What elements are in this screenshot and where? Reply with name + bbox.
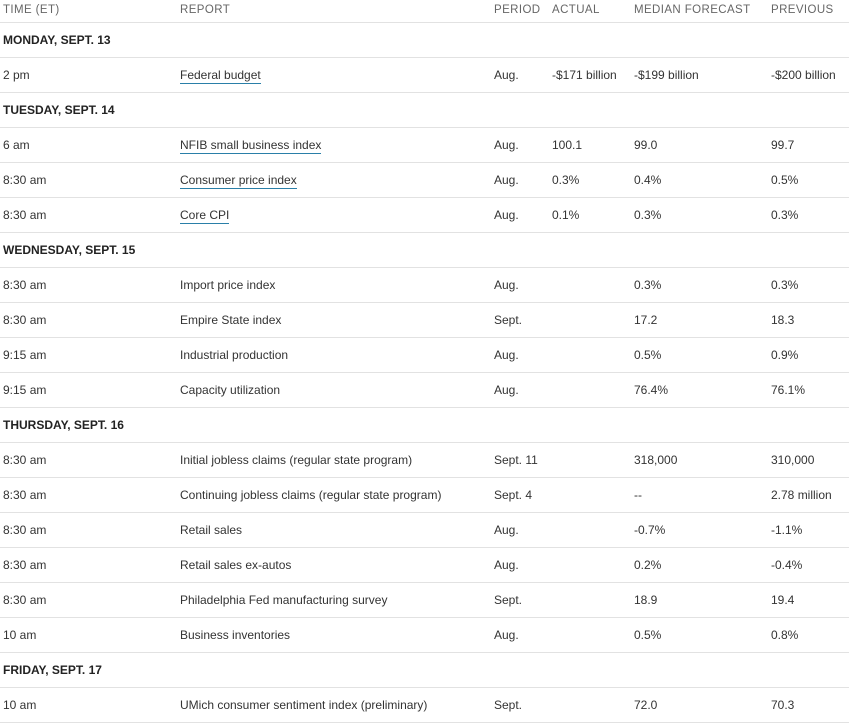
median-forecast-value: -- [634, 488, 642, 502]
previous-value: 310,000 [771, 453, 815, 467]
table-row [0, 688, 849, 723]
median-forecast-value: -$199 billion [634, 68, 699, 82]
report-link[interactable]: Consumer price index [180, 173, 297, 187]
day-header-row [0, 93, 849, 128]
period-value: Aug. [494, 208, 519, 222]
column-header-previous: PREVIOUS [771, 4, 834, 16]
table-row [0, 548, 849, 583]
day-header-row [0, 23, 849, 58]
day-header-row [0, 233, 849, 268]
report-name-cell [180, 488, 441, 502]
release-time: 9:15 am [3, 348, 47, 362]
day-label: THURSDAY, SEPT. 16 [3, 418, 124, 432]
previous-value: -$200 billion [771, 68, 836, 82]
period-value: Aug. [494, 523, 519, 537]
previous-value: 76.1% [771, 383, 806, 397]
previous-value: 99.7 [771, 138, 795, 152]
table-header [0, 0, 849, 23]
report-name-cell [180, 348, 288, 362]
median-forecast-value: 0.5% [634, 628, 662, 642]
median-forecast-value: 0.3% [634, 208, 662, 222]
previous-value: 2.78 million [771, 488, 832, 502]
median-forecast-value: 0.5% [634, 348, 662, 362]
median-forecast-value: -0.7% [634, 523, 666, 537]
table-row [0, 338, 849, 373]
report-name: Retail sales ex-autos [180, 558, 292, 572]
previous-value: -1.1% [771, 523, 803, 537]
previous-value: -0.4% [771, 558, 803, 572]
actual-value: -$171 billion [552, 68, 617, 82]
day-label: TUESDAY, SEPT. 14 [3, 103, 115, 117]
previous-value: 18.3 [771, 313, 795, 327]
actual-value: 100.1 [552, 138, 583, 152]
report-name: UMich consumer sentiment index (preliminary) [180, 698, 428, 712]
column-header-period: PERIOD [494, 4, 541, 16]
median-forecast-value: 0.2% [634, 558, 662, 572]
period-value: Aug. [494, 558, 519, 572]
day-label: MONDAY, SEPT. 13 [3, 33, 111, 47]
period-value: Sept. [494, 313, 523, 327]
period-value: Sept. [494, 698, 523, 712]
report-name-cell [180, 558, 291, 572]
report-name-cell [180, 593, 387, 607]
table-row [0, 618, 849, 653]
release-time: 8:30 am [3, 208, 47, 222]
report-name-cell [180, 68, 261, 82]
day-header-row [0, 653, 849, 688]
release-time: 8:30 am [3, 453, 47, 467]
table-row [0, 268, 849, 303]
report-name-cell [180, 453, 412, 467]
previous-value: 0.5% [771, 173, 799, 187]
period-value: Aug. [494, 628, 519, 642]
report-name: Initial jobless claims (regular state program) [180, 453, 413, 467]
release-time: 8:30 am [3, 278, 47, 292]
table-row [0, 58, 849, 93]
release-time: 9:15 am [3, 383, 47, 397]
previous-value: 0.8% [771, 628, 799, 642]
median-forecast-value: 0.4% [634, 173, 662, 187]
previous-value: 0.3% [771, 208, 799, 222]
release-time: 2 pm [3, 68, 30, 82]
median-forecast-value: 0.3% [634, 278, 662, 292]
table-row [0, 303, 849, 338]
report-name: Retail sales [180, 523, 243, 537]
report-name-cell [180, 628, 290, 642]
table-body [0, 23, 849, 723]
column-header-report: REPORT [180, 4, 231, 16]
column-header-time: TIME (ET) [3, 4, 60, 16]
period-value: Aug. [494, 278, 519, 292]
release-time: 6 am [3, 138, 30, 152]
release-time: 8:30 am [3, 488, 47, 502]
report-name-cell [180, 523, 242, 537]
period-value: Aug. [494, 68, 519, 82]
median-forecast-value: 17.2 [634, 313, 658, 327]
column-header-actual: ACTUAL [552, 4, 600, 16]
median-forecast-value: 76.4% [634, 383, 669, 397]
previous-value: 0.3% [771, 278, 799, 292]
table-row [0, 443, 849, 478]
release-time: 8:30 am [3, 558, 47, 572]
report-name: Industrial production [180, 348, 289, 362]
previous-value: 0.9% [771, 348, 799, 362]
report-name: Import price index [180, 278, 276, 292]
table-row [0, 373, 849, 408]
period-value: Sept. [494, 593, 523, 607]
period-value: Aug. [494, 138, 519, 152]
report-name-cell [180, 138, 321, 152]
report-name-cell [180, 173, 297, 187]
release-time: 10 am [3, 698, 37, 712]
release-time: 8:30 am [3, 173, 47, 187]
day-header-row [0, 408, 849, 443]
report-name-cell [180, 208, 229, 222]
report-name: Empire State index [180, 313, 282, 327]
report-link[interactable]: Federal budget [180, 68, 261, 82]
table-row [0, 513, 849, 548]
report-link[interactable]: NFIB small business index [180, 138, 322, 152]
report-name-cell [180, 698, 427, 712]
period-value: Sept. 11 [494, 453, 538, 467]
report-name-cell [180, 278, 275, 292]
median-forecast-value: 99.0 [634, 138, 658, 152]
previous-value: 70.3 [771, 698, 795, 712]
table-row [0, 583, 849, 618]
median-forecast-value: 18.9 [634, 593, 658, 607]
report-name-cell [180, 383, 280, 397]
period-value: Aug. [494, 383, 519, 397]
day-label: FRIDAY, SEPT. 17 [3, 663, 102, 677]
report-name: Capacity utilization [180, 383, 281, 397]
period-value: Aug. [494, 348, 519, 362]
median-forecast-value: 72.0 [634, 698, 658, 712]
release-time: 8:30 am [3, 313, 47, 327]
period-value: Aug. [494, 173, 519, 187]
actual-value: 0.3% [552, 173, 580, 187]
table-row [0, 478, 849, 513]
day-label: WEDNESDAY, SEPT. 15 [3, 243, 136, 257]
table-row [0, 163, 849, 198]
table-row [0, 198, 849, 233]
actual-value: 0.1% [552, 208, 580, 222]
median-forecast-value: 318,000 [634, 453, 678, 467]
release-time: 8:30 am [3, 593, 47, 607]
release-time: 10 am [3, 628, 37, 642]
report-name: Philadelphia Fed manufacturing survey [180, 593, 388, 607]
report-name: Business inventories [180, 628, 291, 642]
report-name-cell [180, 313, 281, 327]
table-row [0, 128, 849, 163]
report-link[interactable]: Core CPI [180, 208, 230, 222]
column-header-median-forecast: MEDIAN FORECAST [634, 4, 751, 16]
period-value: Sept. 4 [494, 488, 533, 502]
report-name: Continuing jobless claims (regular state program) [180, 488, 442, 502]
previous-value: 19.4 [771, 593, 795, 607]
release-time: 8:30 am [3, 523, 47, 537]
